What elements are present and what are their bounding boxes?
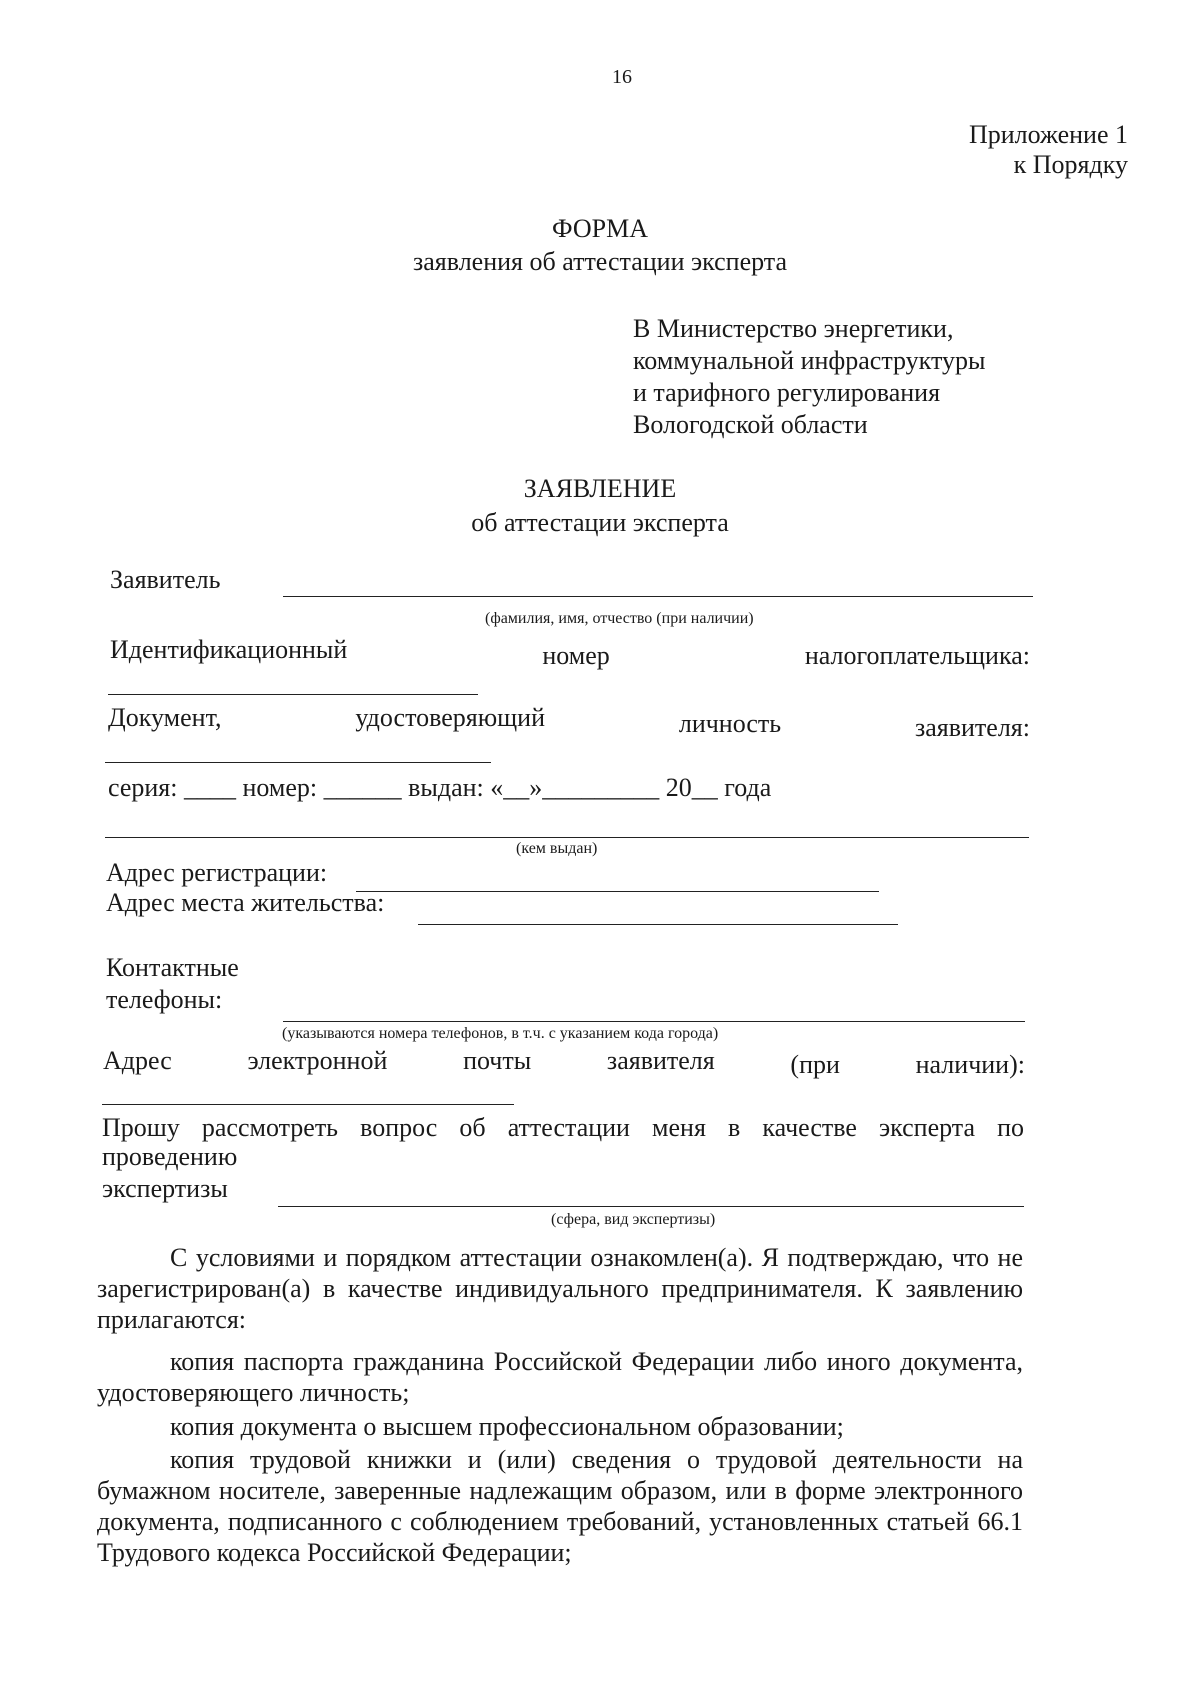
request-text: Прошу рассмотреть вопрос об аттестации меня в качестве эксперта по [102, 1113, 1024, 1142]
statement-subtitle: об аттестации эксперта [471, 508, 729, 537]
email-word: заявителя [606, 1046, 715, 1075]
email-field-line[interactable] [102, 1104, 514, 1105]
addressee-line: В Министерство энергетики, [633, 314, 954, 343]
document-word: Документ, [108, 703, 222, 732]
inn-label [110, 635, 1030, 671]
expertise-field-line[interactable] [278, 1206, 1024, 1207]
form-subtitle: заявления об аттестации эксперта [412, 247, 788, 276]
statement-title: ЗАЯВЛЕНИЕ [523, 474, 677, 503]
applicant-hint: (фамилия, имя, отчество (при наличии) [485, 610, 754, 627]
applicant-field-line[interactable] [283, 596, 1033, 597]
email-word: электронной [247, 1046, 388, 1075]
inn-field-line[interactable] [108, 694, 478, 695]
appendix-line-1: Приложение 1 [968, 120, 1128, 149]
residence-address-label: Адрес места жительства: [106, 888, 385, 917]
document-word: удостоверяющий [355, 703, 546, 732]
document-word: личность [678, 709, 782, 738]
inn-word: номер [542, 641, 610, 670]
request-line-2: проведению [102, 1142, 238, 1171]
email-word: (при [790, 1050, 840, 1079]
email-word: почты [463, 1046, 532, 1075]
addressee-line: коммунальной инфраструктуры [633, 346, 986, 375]
phones-label-2: телефоны: [106, 985, 223, 1014]
form-title: ФОРМА [552, 214, 648, 243]
issued-by-hint: (кем выдан) [516, 840, 598, 857]
page-number: 16 [612, 66, 632, 88]
paragraph-passport: копия паспорта гражданина Российской Федерации либо иного документа, удостоверяющего личность; [97, 1347, 1023, 1407]
addressee-line: и тарифного регулирования [633, 378, 941, 407]
applicant-label: Заявитель [110, 565, 221, 594]
appendix-block [969, 120, 1128, 180]
reg-address-field-line[interactable] [356, 891, 879, 892]
paragraph-education: копия документа о высшем профессиональном образовании; [170, 1412, 844, 1441]
phones-field-line[interactable] [283, 1021, 1025, 1022]
email-label [103, 1046, 1025, 1080]
request-line-3: экспертизы [102, 1174, 228, 1203]
email-word: Адрес [103, 1046, 172, 1075]
issued-by-field-line[interactable] [105, 837, 1029, 838]
expertise-hint: (сфера, вид экспертизы) [551, 1211, 716, 1228]
addressee-line: Вологодской области [633, 410, 868, 439]
document-word: заявителя: [914, 713, 1030, 742]
addressee-block [633, 313, 985, 441]
inn-word: налогоплательщика: [804, 641, 1030, 670]
inn-word: Идентификационный [110, 635, 348, 664]
paragraph-conditions: С условиями и порядком аттестации ознакомлен(а). Я подтверждаю, что не зарегистрирован(а) в качестве индивидуального предпринимателя. К заявлению прилагаются: [97, 1243, 1023, 1334]
document-label [108, 703, 1030, 743]
email-word: наличии): [915, 1050, 1025, 1079]
series-number-issued-line[interactable]: серия: ____ номер: ______ выдан: «__»_________ 20__ года [108, 773, 772, 802]
document-field-line[interactable] [105, 762, 491, 763]
residence-address-field-line[interactable] [418, 924, 898, 925]
phones-hint: (указываются номера телефонов, в т.ч. с указанием кода города) [282, 1025, 719, 1042]
phones-label-1: Контактные [106, 953, 239, 982]
paragraph-employment: копия трудовой книжки и (или) сведения о трудовой деятельности на бумажном носителе, заверенные надлежащим образом, или в форме электронного документа, подписанного с соблюдением требований, установленных статьей 66.1 Трудового кодекса Российской Федерации; [97, 1445, 1023, 1567]
request-line-1 [102, 1113, 1024, 1143]
reg-address-label: Адрес регистрации: [106, 858, 328, 887]
appendix-line-2: к Порядку [1013, 150, 1128, 179]
